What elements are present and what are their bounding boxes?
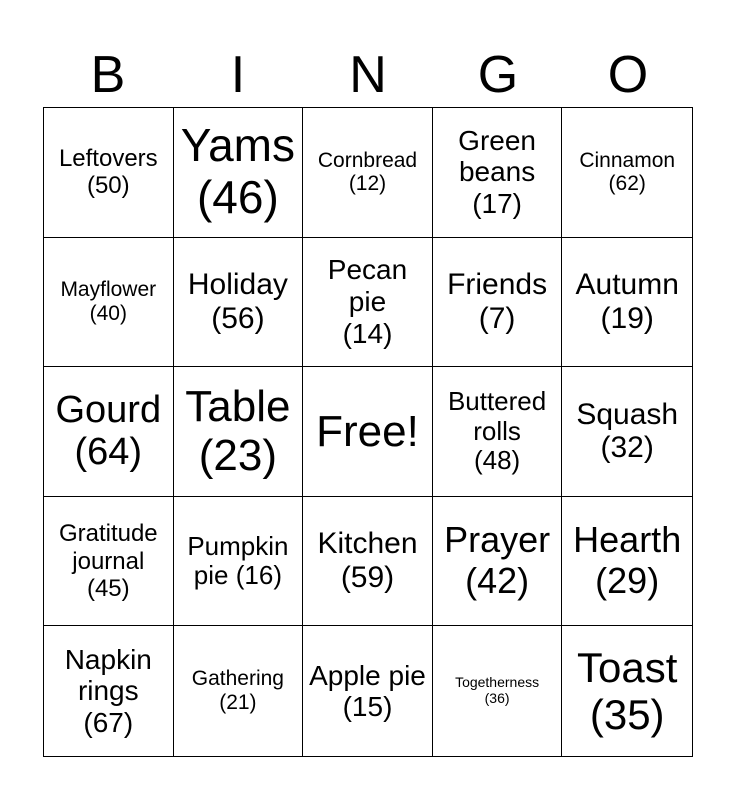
bingo-cell[interactable] [562, 367, 692, 497]
cell-label: Autumn [575, 268, 679, 301]
cell-text [47, 644, 170, 739]
cell-number: (48) [473, 445, 521, 476]
header-letter-o: O [607, 46, 649, 104]
cell-text [317, 527, 417, 595]
free-space-label: Free! [316, 406, 419, 456]
cell-number: (12) [348, 172, 387, 196]
cell-label: Mayflower [60, 278, 157, 302]
cell-number: (19) [600, 301, 654, 335]
cell-text [436, 125, 559, 220]
cell-label: Napkin rings [64, 643, 152, 707]
cell-label: Friends [447, 268, 548, 301]
cell-label: Buttered rolls [447, 386, 547, 446]
cell-number: (21) [219, 691, 257, 715]
free-space-cell[interactable] [303, 367, 433, 497]
bingo-cell[interactable] [433, 626, 563, 756]
cell-text [59, 145, 158, 199]
bingo-cell[interactable] [433, 238, 563, 368]
cell-number: (15) [342, 691, 393, 723]
cell-label: Gratitude journal [58, 520, 158, 575]
cell-number: (46) [196, 171, 279, 224]
bingo-cell[interactable] [174, 367, 304, 497]
bingo-cell[interactable] [303, 626, 433, 756]
cell-text [60, 278, 156, 325]
cell-label: Cornbread [317, 148, 418, 172]
bingo-cell[interactable] [174, 497, 304, 627]
bingo-cell[interactable] [174, 108, 304, 238]
cell-label: Pecan pie [327, 254, 408, 318]
bingo-cell[interactable] [562, 108, 692, 238]
cell-label: Gathering [191, 667, 284, 691]
header-letter-i: I [230, 46, 246, 104]
cell-number: (67) [83, 707, 134, 738]
cell-text [436, 387, 559, 475]
cell-text [444, 520, 550, 601]
cell-label: Prayer [444, 519, 551, 561]
cell-number: (7) [478, 301, 516, 335]
bingo-cell[interactable] [303, 238, 433, 368]
cell-text [188, 268, 288, 336]
bingo-board [43, 107, 693, 757]
cell-text [576, 268, 679, 336]
cell-text [181, 120, 295, 224]
cell-number: (36) [484, 690, 510, 707]
cell-text [318, 149, 417, 196]
cell-label: Squash [576, 397, 679, 431]
bingo-cell[interactable] [303, 497, 433, 627]
header-letter-g: G [477, 46, 519, 104]
cell-number: (64) [74, 431, 143, 474]
cell-label: Holiday [187, 268, 288, 301]
cell-label: Kitchen [317, 527, 418, 561]
cell-text [306, 254, 429, 349]
bingo-cell[interactable] [174, 626, 304, 756]
cell-number: (40) [89, 301, 127, 325]
bingo-cell[interactable] [562, 497, 692, 627]
bingo-cell[interactable] [303, 108, 433, 238]
cell-number: (35) [589, 691, 665, 739]
bingo-cell[interactable] [433, 108, 563, 238]
bingo-cell[interactable] [44, 238, 174, 368]
cell-label: Apple pie [309, 659, 426, 691]
bingo-cell[interactable] [44, 626, 174, 756]
header-letter-n: N [349, 46, 387, 104]
cell-label: Pumpkin pie [187, 530, 289, 591]
cell-text [177, 532, 300, 591]
cell-label: Togetherness [455, 674, 540, 691]
bingo-cell[interactable] [44, 367, 174, 497]
cell-number: (62) [608, 172, 646, 196]
cell-label: Leftovers [58, 145, 158, 173]
cell-number: (29) [595, 560, 660, 602]
bingo-cell[interactable] [562, 626, 692, 756]
cell-label: Cinnamon [579, 148, 676, 172]
cell-text [455, 675, 539, 707]
cell-text [576, 398, 678, 466]
cell-text [55, 389, 161, 475]
cell-label: Gourd [55, 388, 162, 431]
cell-number: (32) [600, 431, 654, 465]
cell-text [573, 520, 681, 601]
cell-label: Table [185, 381, 291, 431]
bingo-cell[interactable] [562, 238, 692, 368]
cell-number: (17) [472, 188, 522, 220]
cell-text [185, 382, 290, 481]
cell-number: (50) [86, 172, 130, 200]
cell-label: Hearth [573, 519, 682, 561]
cell-number: (42) [465, 560, 530, 602]
cell-number: (56) [211, 301, 265, 335]
cell-number: (16) [235, 560, 282, 591]
cell-text [47, 520, 170, 601]
cell-number: (14) [342, 317, 393, 349]
bingo-cell[interactable] [433, 367, 563, 497]
cell-text [579, 149, 675, 196]
cell-number: (23) [198, 431, 278, 481]
cell-text [309, 660, 426, 723]
cell-label: Yams [180, 119, 295, 172]
cell-text [192, 667, 284, 714]
bingo-cell[interactable] [174, 238, 304, 368]
cell-label: Toast [577, 643, 678, 691]
cell-text [577, 644, 677, 739]
cell-label: Green beans [458, 124, 536, 188]
cell-text [447, 268, 547, 336]
cell-number: (45) [86, 574, 130, 602]
bingo-cell[interactable] [44, 108, 174, 238]
bingo-cell[interactable] [44, 497, 174, 627]
bingo-header [43, 44, 693, 106]
header-letter-b: B [90, 46, 126, 104]
cell-number: (59) [340, 561, 395, 595]
bingo-cell[interactable] [433, 497, 563, 627]
cell-text [316, 407, 419, 457]
